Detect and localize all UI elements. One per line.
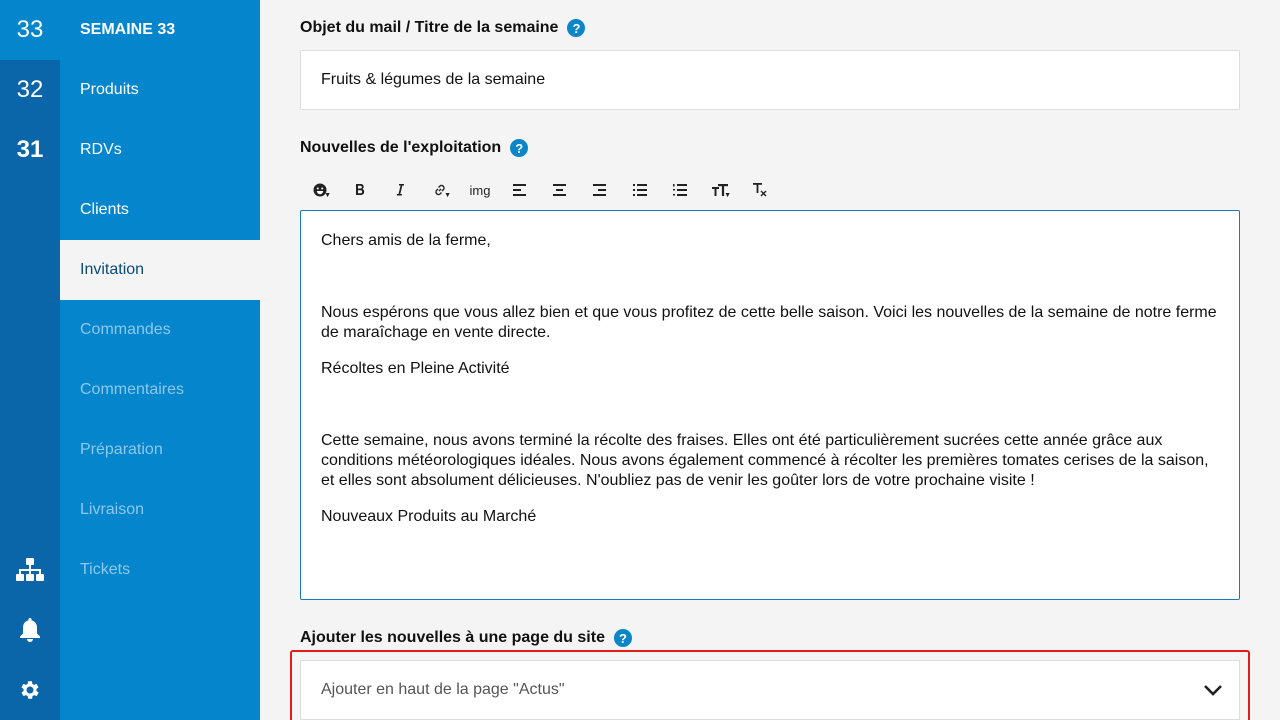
news-label: Nouvelles de l'exploitation (300, 139, 502, 156)
image-button-label: img (469, 182, 491, 198)
subject-help-icon[interactable]: ? (567, 19, 585, 37)
chevron-down-icon: ▼ (324, 192, 331, 199)
editor-paragraph: Chers amis de la ferme, (321, 232, 491, 249)
emoji-button[interactable] (300, 170, 340, 210)
editor-toolbar (300, 170, 780, 210)
numbered-list-button[interactable] (660, 170, 700, 210)
week-32-tab[interactable]: 32 (16, 76, 44, 103)
site-page-highlight (290, 650, 1250, 720)
font-size-button[interactable] (700, 170, 740, 210)
clear-format-icon (753, 183, 767, 197)
editor-paragraph: Cette semaine, nous avons terminé la récolte des fraises. Elles ont été particulièrement sucrées cette année grâce aux conditions météorologiques idéales. Nous avons également commencé à récolter les premières tomates cerises de la saison, et elles sont absolument délicieuses. N'oubliez pas de venir les goûter lors de votre prochaine visite ! (321, 432, 1209, 489)
subject-label-row (300, 19, 585, 37)
bullet-list-button[interactable] (620, 170, 660, 210)
nav-item-produits[interactable]: Produits (80, 81, 139, 98)
subject-label: Objet du mail / Titre de la semaine (300, 19, 559, 36)
bullet-list-icon (633, 184, 647, 196)
align-left-icon (513, 184, 527, 196)
rail-tools (0, 540, 60, 720)
italic-icon (395, 183, 405, 197)
site-page-select[interactable] (300, 660, 1240, 720)
numbered-list-icon (673, 184, 687, 196)
site-page-help-icon[interactable]: ? (614, 629, 632, 647)
bold-icon (354, 183, 366, 197)
site-page-selected: Ajouter en haut de la page "Actus" (321, 681, 565, 698)
chevron-down-icon (1203, 683, 1223, 697)
nav-item-clients[interactable]: Clients (80, 201, 129, 218)
news-help-icon[interactable]: ? (510, 139, 528, 157)
align-right-icon (593, 184, 607, 196)
site-page-label-row (300, 629, 632, 647)
week-31-tab[interactable]: 31 (16, 136, 44, 163)
italic-button[interactable] (380, 170, 420, 210)
chevron-down-icon: ▼ (444, 192, 451, 199)
align-center-button[interactable] (540, 170, 580, 210)
editor-paragraph: Nouveaux Produits au Marché (321, 508, 537, 525)
nav-title: SEMAINE 33 (80, 21, 176, 38)
nav-item-invitation[interactable]: Invitation (60, 240, 260, 300)
nav-item-livraison[interactable]: Livraison (80, 501, 145, 518)
editor-paragraph: Nous espérons que vous allez bien et que vous profitez de cette belle saison. Voici les nouvelles de la semaine de notre ferme de maraîchage en vente directe. (321, 304, 1217, 341)
align-right-button[interactable] (580, 170, 620, 210)
sitemap-icon[interactable] (0, 540, 60, 600)
bell-icon[interactable] (0, 600, 60, 660)
news-editor[interactable] (300, 210, 1240, 600)
gear-icon[interactable] (0, 660, 60, 720)
week-rail (0, 0, 60, 720)
nav-item-tickets[interactable]: Tickets (80, 561, 131, 578)
editor-paragraph: Récoltes en Pleine Activité (321, 360, 510, 377)
nav-item-commentaires[interactable]: Commentaires (80, 381, 185, 398)
news-label-row (300, 139, 528, 157)
bold-button[interactable] (340, 170, 380, 210)
site-page-label: Ajouter les nouvelles à une page du site (300, 629, 605, 646)
image-button[interactable] (460, 170, 500, 210)
align-left-button[interactable] (500, 170, 540, 210)
clear-format-button[interactable] (740, 170, 780, 210)
chevron-down-icon: ▼ (724, 192, 731, 199)
section-nav (60, 0, 260, 720)
nav-item-commandes[interactable]: Commandes (80, 321, 171, 338)
link-button[interactable] (420, 170, 460, 210)
nav-item-rdvs[interactable]: RDVs (80, 141, 122, 158)
align-center-icon (553, 184, 567, 196)
week-33-tab[interactable]: 33 (0, 0, 60, 60)
invitation-form (260, 0, 1280, 720)
nav-item-preparation[interactable]: Préparation (80, 441, 163, 458)
subject-input[interactable]: Fruits & légumes de la semaine (300, 50, 1240, 110)
